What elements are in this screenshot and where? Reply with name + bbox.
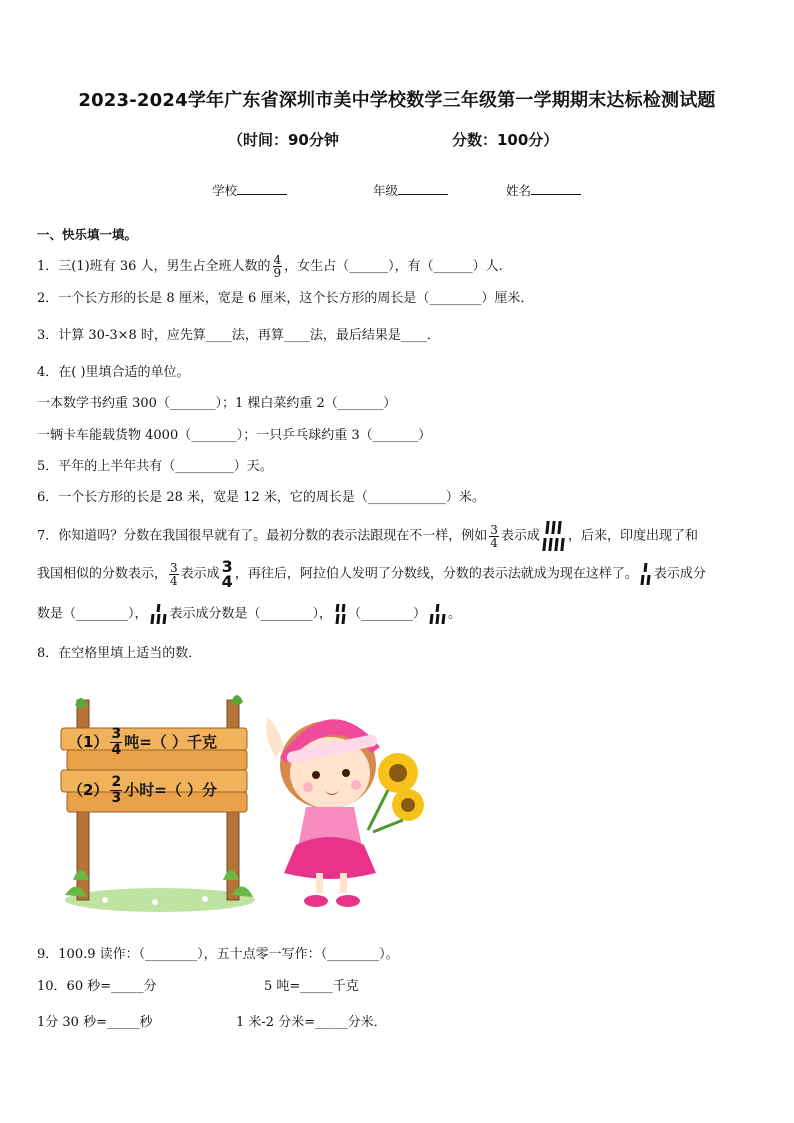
q7-num-2: 3 [170, 560, 178, 575]
indian-den: 4 [221, 572, 233, 591]
question-10a: 10．60 秒=_____分 [37, 979, 157, 994]
q7-fraction [489, 524, 499, 549]
q7-den: 4 [490, 535, 498, 550]
page-title: 2023-2024学年广东省深圳市美中学校数学三年级第一学期期末达标检测试题 [78, 90, 716, 111]
q1-text: 1．三(1)班有 36 人，男生占全班人数的 [37, 259, 271, 274]
sign-row-2-label: （2） [68, 781, 109, 799]
sign-row-2 [68, 775, 217, 806]
sign-row-2-num: 2 [111, 774, 122, 790]
q7-text-h: 数是（________）， [37, 606, 148, 622]
indian-fraction-3-4 [222, 559, 233, 589]
q1-fraction [273, 254, 283, 279]
time-label: （时间：90分钟 [228, 131, 339, 149]
sign-row-2-fraction [110, 775, 122, 806]
q7-text-i: 表示成分数是（________）， [169, 606, 333, 622]
q7-text-e: 表示成 [180, 566, 220, 582]
q7-text-k: 。 [448, 606, 462, 622]
grade-label: 年级 [373, 183, 399, 198]
q7-text-c: ，后来，印度出现了和 [567, 528, 698, 544]
q7-text-j: （________） [348, 606, 427, 622]
rod-numeral-d [428, 604, 446, 624]
name-field [506, 181, 581, 199]
sign-row-1-text: 吨=（ ）千克 [124, 733, 217, 751]
question-4a: 一本数学书约重 300（_______）；1 棵白菜约重 2（_______） [37, 396, 397, 411]
q1-text-2: ，女生占（______），有（______）人. [284, 259, 503, 274]
girl-with-sunflowers-illustration [258, 695, 438, 920]
sign-row-2-text: 小时=（ ）分 [124, 781, 217, 799]
indian-num: 3 [221, 557, 233, 576]
question-10b: 5 吨=_____千克 [264, 979, 359, 994]
q1-num: 4 [273, 253, 282, 267]
school-field [212, 181, 287, 199]
q7-num: 3 [490, 522, 498, 537]
question-8: 8．在空格里填上适当的数． [37, 646, 202, 661]
score-label: 分数：100分） [452, 131, 559, 149]
q7-text-b: 表示成 [500, 528, 540, 544]
question-5: 5．平年的上半年共有（_________）天。 [37, 459, 273, 474]
sign-row-1 [68, 727, 217, 758]
sign-row-1-num: 3 [111, 726, 122, 742]
school-blank[interactable] [237, 182, 287, 195]
name-blank[interactable] [531, 182, 581, 195]
school-label: 学校 [212, 183, 238, 198]
rod-numeral-b [150, 604, 168, 624]
rod-numeral-a [640, 563, 652, 585]
question-10d: 1 米-2 分米=_____分米． [236, 1015, 387, 1030]
q7-fraction-2 [169, 562, 179, 587]
question-1 [37, 254, 503, 279]
q7-den-2: 4 [170, 573, 178, 588]
grade-blank[interactable] [398, 182, 448, 195]
sign-row-2-den: 3 [111, 790, 122, 806]
sign-row-1-fraction [110, 727, 122, 758]
question-4: 4．在( )里填合适的单位。 [37, 365, 190, 380]
sign-row-1-label: （1） [68, 733, 109, 751]
q1-den: 9 [273, 266, 282, 280]
question-7-line-2 [37, 559, 706, 589]
question-10c: 1分 30 秒=_____秒 [37, 1015, 153, 1030]
question-4b: 一辆卡车能载货物 4000（_______）；一只乒乓球约重 3（_______） [37, 428, 432, 443]
question-9: 9．100.9 读作：（________），五十点零一写作：（________）。 [37, 947, 399, 962]
section-heading: 一、快乐填一填。 [37, 227, 138, 242]
question-2: 2．一个长方形的长是 8 厘米，宽是 6 厘米，这个长方形的周长是（________）厘米． [37, 291, 534, 306]
rod-numeral-c [334, 604, 346, 624]
q7-text-g: 表示成分 [653, 566, 706, 582]
q7-text-d: 我国相似的分数表示， [37, 566, 168, 582]
question-7-line-1 [37, 521, 698, 551]
q7-text-a: 7．你知道吗？分数在我国很早就有了。最初分数的表示法跟现在不一样，例如 [37, 528, 488, 544]
question-7-line-3 [37, 604, 461, 624]
sign-row-1-den: 4 [111, 742, 122, 758]
grade-field [373, 181, 448, 199]
question-6: 6．一个长方形的长是 28 米，宽是 12 米，它的周长是（____________）米。 [37, 490, 485, 505]
name-label: 姓名 [506, 183, 532, 198]
rod-numeral-3-over-4 [542, 521, 566, 551]
question-3: 3．计算 30-3×8 时，应先算____法，再算____法，最后结果是____． [37, 328, 440, 343]
q7-text-f: ，再往后，阿拉伯人发明了分数线，分数的表示法就成为现在这样了。 [234, 566, 638, 582]
